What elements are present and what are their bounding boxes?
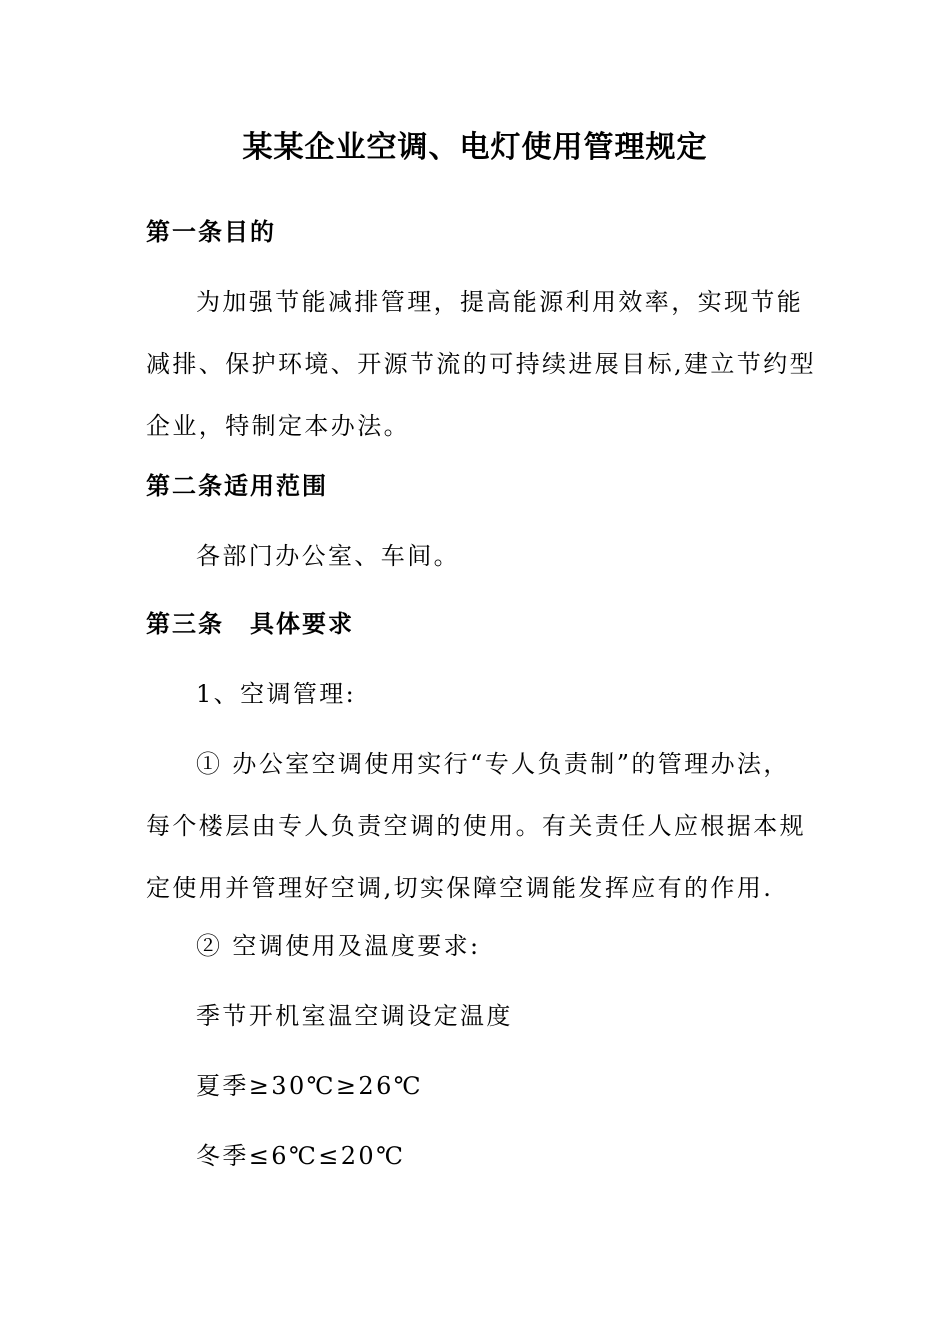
document-title: 某某企业空调、电灯使用管理规定 bbox=[242, 130, 708, 165]
article-2-text: 各部门办公室、车间。 bbox=[196, 542, 460, 570]
aircon-temperature-requirement: ② 空调使用及温度要求: bbox=[196, 932, 481, 960]
article-1-paragraph bbox=[146, 286, 817, 472]
article-1-heading: 第一条目的 bbox=[146, 217, 276, 246]
temperature-row-summer: 夏季≥30℃≥26℃ bbox=[196, 1072, 423, 1100]
aircon-responsibility-line-1: ① 办公室空调使用实行“专人负责制”的管理办法， bbox=[196, 750, 790, 778]
article-3-heading: 第三条 具体要求 bbox=[146, 609, 354, 638]
article-1-line-3: 企业，特制定本办法。 bbox=[146, 412, 410, 440]
temperature-table-header: 季节开机室温空调设定温度 bbox=[196, 1002, 513, 1030]
temperature-row-winter: 冬季≤6℃≤20℃ bbox=[196, 1142, 406, 1170]
aircon-management-item: 1、空调管理: bbox=[196, 680, 357, 708]
aircon-responsibility-line-3: 定使用并管理好空调,切实保障空调能发挥应有的作用. bbox=[146, 874, 774, 902]
aircon-responsibility-paragraph bbox=[146, 748, 806, 934]
article-1-line-2: 减排、保护环境、开源节流的可持续进展目标,建立节约型 bbox=[146, 350, 817, 378]
article-1-line-1: 为加强节能减排管理，提高能源利用效率，实现节能 bbox=[196, 288, 804, 316]
aircon-responsibility-line-2: 每个楼层由专人负责空调的使用。有关责任人应根据本规 bbox=[146, 812, 806, 840]
article-2-heading: 第二条适用范围 bbox=[146, 471, 328, 500]
